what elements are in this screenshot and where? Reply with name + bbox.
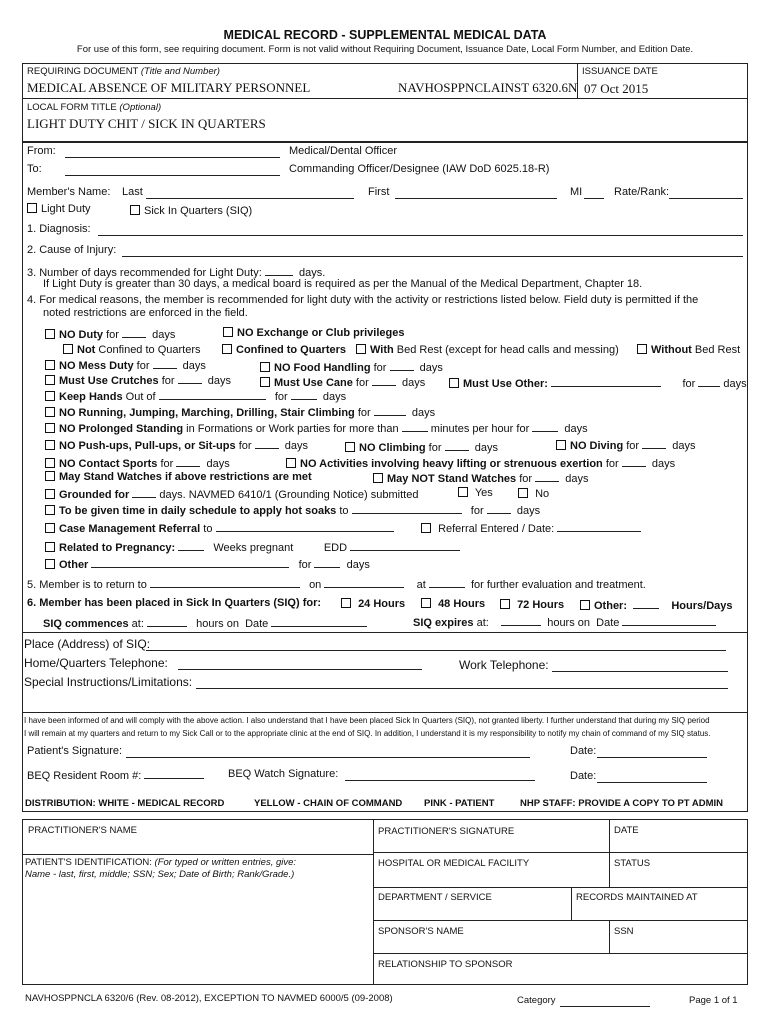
to-role: Commanding Officer/Designee (IAW DoD 6025.18-R) bbox=[289, 163, 550, 175]
no-diving-checkbox[interactable] bbox=[556, 440, 566, 450]
members-name-label: Member's Name: bbox=[27, 186, 111, 198]
restriction-no-climbing[interactable]: NO Climbing for days bbox=[345, 440, 498, 454]
other-aid-checkbox[interactable] bbox=[449, 378, 459, 388]
restriction-no-running[interactable]: NO Running, Jumping, Marching, Drilling, Stair Climbing for days bbox=[45, 405, 435, 419]
patient-signature-label: Patient's Signature: bbox=[27, 745, 123, 757]
siq-checkbox[interactable] bbox=[130, 205, 140, 215]
from-label: From: bbox=[27, 145, 56, 157]
no-standing-checkbox[interactable] bbox=[45, 423, 55, 433]
special-instructions-field[interactable] bbox=[196, 688, 728, 689]
siq-option[interactable]: Sick In Quarters (SIQ) bbox=[130, 205, 252, 217]
to-label: To: bbox=[27, 163, 42, 175]
local-form-title-label: LOCAL FORM TITLE (Optional) bbox=[27, 102, 162, 113]
restriction-grounded[interactable]: Grounded for days. NAVMED 6410/1 (Grounding Notice) submitted bbox=[45, 487, 418, 501]
records-maintained-label: RECORDS MAINTAINED AT bbox=[576, 892, 698, 903]
restriction-case-management[interactable]: Case Management Referral to bbox=[45, 521, 394, 535]
restriction-other-aid[interactable]: Must Use Other: for days bbox=[449, 376, 747, 390]
page-number: Page 1 of 1 bbox=[689, 995, 738, 1006]
acknowledgement-line-2: I will remain at my quarters and return to my Sick Call or to the appropriate clinic at the end of SIQ. In addition, I understand it is my responsibility to notify my chain of command of my SIQ status. bbox=[24, 729, 711, 738]
restriction-crutches[interactable]: Must Use Crutches for days bbox=[45, 373, 231, 387]
restriction-pregnancy[interactable]: Related to Pregnancy: Weeks pregnant EDD bbox=[45, 540, 460, 554]
referral-entered[interactable]: Referral Entered / Date: bbox=[421, 521, 641, 535]
restriction-no-contact-sports[interactable]: NO Contact Sports for days bbox=[45, 456, 230, 470]
beq-date-label: Date: bbox=[570, 770, 597, 782]
distribution-pink: PINK - PATIENT bbox=[424, 798, 495, 809]
item6-text: 6. Member has been placed in Sick In Quarters (SIQ) for: bbox=[27, 597, 322, 609]
case-management-checkbox[interactable] bbox=[45, 523, 55, 533]
sponsor-name-label: SPONSOR'S NAME bbox=[378, 926, 464, 937]
hot-soaks-checkbox[interactable] bbox=[45, 505, 55, 515]
patient-signature-date-field[interactable] bbox=[597, 757, 707, 758]
light-duty-option[interactable]: Light Duty bbox=[27, 203, 91, 215]
cause-label: 2. Cause of Injury: bbox=[27, 244, 117, 256]
return-to-field[interactable] bbox=[150, 577, 300, 588]
confined-checkbox[interactable] bbox=[222, 344, 232, 354]
ssn-label: SSN bbox=[614, 926, 634, 937]
to-field[interactable] bbox=[65, 175, 280, 176]
restriction-no-diving[interactable]: NO Diving for days bbox=[556, 438, 696, 452]
rate-rank-label: Rate/Rank: bbox=[614, 186, 670, 198]
category-field[interactable] bbox=[560, 1006, 650, 1007]
beq-date-field[interactable] bbox=[597, 782, 707, 783]
date-label: DATE bbox=[614, 825, 639, 836]
cause-field[interactable] bbox=[122, 256, 743, 257]
siq-72-checkbox[interactable] bbox=[500, 599, 510, 609]
return-time-field[interactable] bbox=[429, 577, 465, 588]
restriction-no-duty[interactable]: NO Duty for days bbox=[45, 327, 175, 341]
relationship-label: RELATIONSHIP TO SPONSOR bbox=[378, 959, 513, 970]
siq-48-hours[interactable]: 48 Hours bbox=[421, 598, 485, 610]
last-name-label: Last bbox=[122, 186, 143, 198]
grounded-yes-checkbox[interactable] bbox=[458, 487, 468, 497]
item4-text-cont: noted restrictions are enforced in the field. bbox=[43, 307, 248, 319]
patient-signature-field[interactable] bbox=[126, 757, 530, 758]
siq-place-field[interactable] bbox=[146, 650, 726, 651]
restriction-not-confined[interactable]: Not Confined to Quarters bbox=[63, 344, 201, 356]
from-role: Medical/Dental Officer bbox=[289, 145, 398, 157]
with-bed-rest-checkbox[interactable] bbox=[356, 344, 366, 354]
siq-72-hours[interactable]: 72 Hours bbox=[500, 599, 564, 611]
hospital-label: HOSPITAL OR MEDICAL FACILITY bbox=[378, 858, 530, 869]
may-not-stand-checkbox[interactable] bbox=[373, 473, 383, 483]
status-label: STATUS bbox=[614, 858, 651, 869]
diagnosis-label: 1. Diagnosis: bbox=[27, 223, 91, 235]
restriction-no-mess-duty[interactable]: NO Mess Duty for days bbox=[45, 358, 206, 372]
beq-watch-field[interactable] bbox=[345, 780, 535, 781]
not-confined-checkbox[interactable] bbox=[63, 344, 73, 354]
beq-room-label: BEQ Resident Room #: bbox=[27, 768, 204, 782]
referral-entered-checkbox[interactable] bbox=[421, 523, 431, 533]
siq-24-hours[interactable]: 24 Hours bbox=[341, 598, 405, 610]
work-telephone-label: Work Telephone: bbox=[459, 658, 549, 672]
practitioner-signature-label: PRACTITIONER'S SIGNATURE bbox=[378, 826, 515, 837]
issuance-date-value[interactable]: 07 Oct 2015 bbox=[584, 81, 649, 96]
last-name-field[interactable] bbox=[146, 198, 354, 199]
grounded-no-checkbox[interactable] bbox=[518, 488, 528, 498]
siq-48-checkbox[interactable] bbox=[421, 598, 431, 608]
from-field[interactable] bbox=[65, 157, 280, 158]
cane-checkbox[interactable] bbox=[260, 377, 270, 387]
restriction-with-bed-rest[interactable]: With Bed Rest (except for head calls and messing) bbox=[356, 344, 619, 356]
restriction-cane[interactable]: Must Use Cane for days bbox=[260, 375, 425, 389]
restriction-hot-soaks[interactable]: To be given time in daily schedule to apply hot soaks to for days bbox=[45, 503, 540, 517]
restriction-no-heavy-lifting[interactable]: NO Activities involving heavy lifting or strenuous exertion for days bbox=[286, 456, 675, 470]
return-date-field[interactable] bbox=[324, 577, 404, 588]
practitioner-name-label: PRACTITIONER'S NAME bbox=[28, 825, 137, 836]
restriction-may-stand-watches[interactable]: May Stand Watches if above restrictions are met bbox=[45, 471, 312, 483]
may-stand-watches-checkbox[interactable] bbox=[45, 471, 55, 481]
first-name-field[interactable] bbox=[395, 198, 557, 199]
item3-note: If Light Duty is greater than 30 days, a medical board is required as per the Manual of the Medical Department, Chapter 18. bbox=[43, 278, 643, 290]
no-climbing-checkbox[interactable] bbox=[345, 442, 355, 452]
requiring-document-value[interactable]: MEDICAL ABSENCE OF MILITARY PERSONNEL bbox=[27, 80, 311, 95]
department-label: DEPARTMENT / SERVICE bbox=[378, 892, 492, 903]
siq-expires: SIQ expires at: hours on Date bbox=[413, 615, 716, 629]
restriction-keep-hands[interactable]: Keep Hands Out of for days bbox=[45, 389, 346, 403]
no-mess-duty-checkbox[interactable] bbox=[45, 360, 55, 370]
restriction-no-food-handling[interactable]: NO Food Handling for days bbox=[260, 360, 443, 374]
work-telephone-field[interactable] bbox=[552, 671, 728, 672]
instruction-number[interactable]: NAVHOSPPNCLAINST 6320.6N bbox=[398, 80, 578, 95]
pregnancy-checkbox[interactable] bbox=[45, 542, 55, 552]
crutches-checkbox[interactable] bbox=[45, 375, 55, 385]
light-duty-checkbox[interactable] bbox=[27, 203, 37, 213]
no-food-handling-checkbox[interactable] bbox=[260, 362, 270, 372]
special-instructions-label: Special Instructions/Limitations: bbox=[24, 675, 193, 689]
siq-other-checkbox[interactable] bbox=[580, 600, 590, 610]
rate-rank-field[interactable] bbox=[669, 198, 743, 199]
patient-signature-date-label: Date: bbox=[570, 745, 597, 757]
category-label: Category bbox=[517, 995, 556, 1006]
siq-other-hours[interactable]: Other: Hours/Days bbox=[580, 598, 733, 612]
without-bed-rest-checkbox[interactable] bbox=[637, 344, 647, 354]
restriction-no-exchange[interactable]: NO Exchange or Club privileges bbox=[223, 327, 405, 339]
no-duty-checkbox[interactable] bbox=[45, 329, 55, 339]
issuance-date-label: ISSUANCE DATE bbox=[582, 66, 658, 77]
no-exchange-checkbox[interactable] bbox=[223, 327, 233, 337]
restriction-no-prolonged-standing[interactable]: NO Prolonged Standing in Formations or Work parties for more than minutes per hour for days bbox=[45, 421, 588, 435]
beq-room-field[interactable] bbox=[144, 768, 204, 779]
distribution-white: DISTRIBUTION: WHITE - MEDICAL RECORD bbox=[25, 798, 225, 809]
acknowledgement-line-1: I have been informed of and will comply with the above action. I also understand that I have been placed Sick In Quarters (SIQ), not granted liberty. I further understand that during my SIQ period bbox=[24, 716, 710, 725]
no-lifting-checkbox[interactable] bbox=[286, 458, 296, 468]
distribution-yellow: YELLOW - CHAIN OF COMMAND bbox=[254, 798, 403, 809]
patient-identification-note: Name - last, first, middle; SSN; Sex; Date of Birth; Rank/Grade.) bbox=[25, 869, 295, 880]
no-pushups-checkbox[interactable] bbox=[45, 440, 55, 450]
mi-field[interactable] bbox=[584, 198, 604, 199]
restriction-without-bed-rest[interactable]: Without Bed Rest bbox=[637, 344, 740, 356]
other-checkbox[interactable] bbox=[45, 559, 55, 569]
keep-hands-checkbox[interactable] bbox=[45, 391, 55, 401]
diagnosis-field[interactable] bbox=[98, 235, 743, 236]
item3-text: 3. Number of days recommended for Light Duty: days. bbox=[27, 267, 326, 279]
form-subtitle: For use of this form, see requiring document. Form is not valid without Requiring Document, Issuance Date, Local Form Number, and Edition Date. bbox=[76, 44, 694, 55]
form-title: MEDICAL RECORD - SUPPLEMENTAL MEDICAL DATA bbox=[223, 28, 547, 42]
grounded-yes-option[interactable]: Yes bbox=[458, 487, 493, 499]
item4-text: 4. For medical reasons, the member is recommended for light duty with the activity or restrictions listed below. Field duty is permitted if the bbox=[27, 294, 699, 306]
patient-identification-label: PATIENT'S IDENTIFICATION: (For typed or written entries, give: bbox=[25, 857, 297, 868]
mi-label: MI bbox=[570, 186, 583, 198]
restriction-no-pushups[interactable]: NO Push-ups, Pull-ups, or Sit-ups for days bbox=[45, 438, 308, 452]
first-name-label: First bbox=[368, 186, 390, 198]
light-duty-days-field[interactable] bbox=[265, 265, 293, 276]
beq-watch-label: BEQ Watch Signature: bbox=[228, 768, 339, 780]
restriction-confined[interactable]: Confined to Quarters bbox=[222, 344, 346, 356]
item5-text: 5. Member is to return to on at for further evaluation and treatment. bbox=[27, 579, 646, 591]
requiring-document-label: REQUIRING DOCUMENT (Title and Number) bbox=[27, 66, 220, 77]
no-contact-sports-checkbox[interactable] bbox=[45, 458, 55, 468]
home-telephone-label: Home/Quarters Telephone: bbox=[24, 656, 168, 670]
grounded-no-option[interactable]: No bbox=[518, 488, 549, 500]
no-running-checkbox[interactable] bbox=[45, 407, 55, 417]
siq-commences: SIQ commences at: hours on Date bbox=[43, 616, 367, 630]
grounded-checkbox[interactable] bbox=[45, 489, 55, 499]
restriction-may-not-stand-watches[interactable]: May NOT Stand Watches for days bbox=[373, 471, 589, 485]
siq-place-label: Place (Address) of SIQ: bbox=[24, 637, 151, 651]
restriction-other[interactable]: Other for days bbox=[45, 557, 370, 571]
distribution-nhp-staff: NHP STAFF: PROVIDE A COPY TO PT ADMIN bbox=[520, 798, 724, 809]
home-telephone-field[interactable] bbox=[178, 669, 422, 670]
form-number: NAVHOSPPNCLA 6320/6 (Rev. 08-2012), EXCEPTION TO NAVMED 6000/5 (09-2008) bbox=[25, 993, 393, 1004]
siq-24-checkbox[interactable] bbox=[341, 598, 351, 608]
local-form-title-value[interactable]: LIGHT DUTY CHIT / SICK IN QUARTERS bbox=[27, 116, 266, 131]
